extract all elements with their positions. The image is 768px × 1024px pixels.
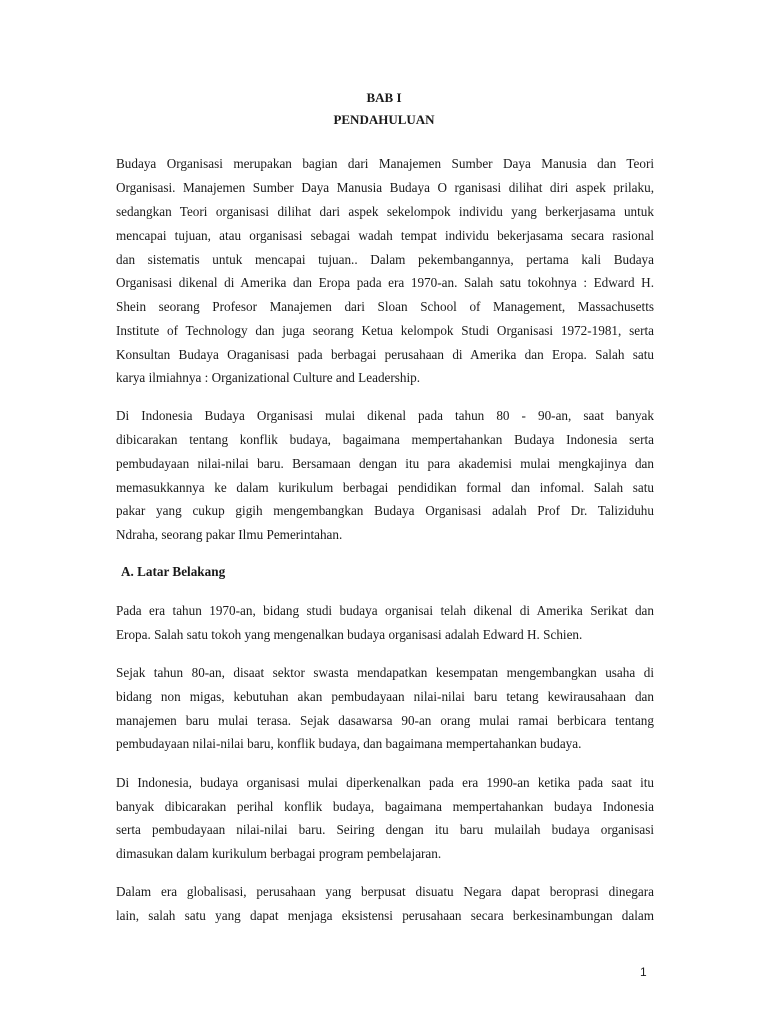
- text-line: pembudayaan nilai-nilai baru. Bersamaan dengan itu para akademisi mulai mengkajinya dan: [116, 456, 654, 471]
- text-line: karya ilmiahnya : Organizational Culture and Leadership.: [116, 370, 421, 385]
- text-line: Organisasi. Manajemen Sumber Daya Manusia Budaya O rganisasi dilihat diri aspek prilaku,: [116, 180, 654, 195]
- chapter-title: BAB I: [366, 90, 402, 105]
- text-line: banyak dibicarakan perihal konflik budaya, bagaimana mempertahankan budaya Indonesia: [116, 799, 654, 814]
- page-number: 1: [640, 965, 647, 979]
- text-line: Di Indonesia Budaya Organisasi mulai dikenal pada tahun 80 - 90-an, saat banyak: [116, 408, 654, 423]
- text-line: manajemen baru mulai terasa. Sejak dasawarsa 90-an orang mulai ramai berbicara tentang: [116, 713, 654, 728]
- text-line: memasukkannya ke dalam kurikulum berbagai pendidikan formal dan infomal. Salah satu: [116, 480, 654, 495]
- text-line: Organisasi dikenal di Amerika dan Eropa pada era 1970-an. Salah satu tokohnya : Edward H.: [116, 275, 654, 290]
- text-line: dibicarakan tentang konflik budaya, bagaimana mempertahankan Budaya Indonesia serta: [116, 432, 654, 447]
- text-line: Eropa. Salah satu tokoh yang mengenalkan budaya organisasi adalah Edward H. Schien.: [116, 627, 583, 642]
- text-line: Konsultan Budaya Oraganisasi pada berbagai perusahaan di Amerika dan Eropa. Salah satu: [116, 347, 654, 362]
- text-line: Di Indonesia, budaya organisasi mulai diperkenalkan pada era 1990-an ketika pada saat itu: [116, 775, 654, 790]
- text-line: Pada era tahun 1970-an, bidang studi budaya organisai telah dikenal di Amerika Serikat dan: [116, 603, 654, 618]
- text-line: pakar yang cukup gigih mengembangkan Budaya Organisasi adalah Prof Dr. Taliziduhu: [116, 503, 654, 518]
- text-line: Dalam era globalisasi, perusahaan yang berpusat disuatu Negara dapat beroprasi dinegara: [116, 884, 654, 899]
- text-line: mencapai tujuan, atau organisasi sebagai wadah tempat individu bekerjasama secara rasional: [116, 228, 654, 243]
- text-line: Sejak tahun 80-an, disaat sektor swasta mendapatkan kesempatan mengembangkan usaha di: [116, 665, 654, 680]
- text-line: lain, salah satu yang dapat menjaga eksistensi perusahaan secara berkesinambungan dalam: [116, 908, 654, 923]
- text-line: sedangkan Teori organisasi dilihat dari aspek sekelompok individu yang berkerjasama untuk: [116, 204, 654, 219]
- text-line: Ndraha, seorang pakar Ilmu Pemerintahan.: [116, 527, 343, 542]
- text-line: bidang non migas, kebutuhan akan pembudayaan nilai-nilai baru tetang kewirausahaan dan: [116, 689, 654, 704]
- text-line: Budaya Organisasi merupakan bagian dari Manajemen Sumber Daya Manusia dan Teori: [116, 156, 654, 171]
- text-line: dimasukan dalam kurikulum berbagai program pembelajaran.: [116, 846, 442, 861]
- text-line: Institute of Technology dan juga seorang Ketua kelompok Studi Organisasi 1972-1981, serta: [116, 323, 654, 338]
- section-heading: A. Latar Belakang: [121, 564, 226, 579]
- text-line: Shein seorang Profesor Manajemen dari Sloan School of Management, Massachusetts: [116, 299, 654, 314]
- text-line: pembudayaan nilai-nilai baru, konflik budaya, dan bagaimana mempertahankan budaya.: [116, 736, 582, 751]
- chapter-subtitle: PENDAHULUAN: [333, 112, 435, 127]
- text-line: serta pembudayaan nilai-nilai baru. Seiring dengan itu baru mulailah budaya organisasi: [116, 822, 654, 837]
- text-line: dan sistematis untuk mencapai tujuan.. Dalam pekembangannya, pertama kali Budaya: [116, 252, 654, 267]
